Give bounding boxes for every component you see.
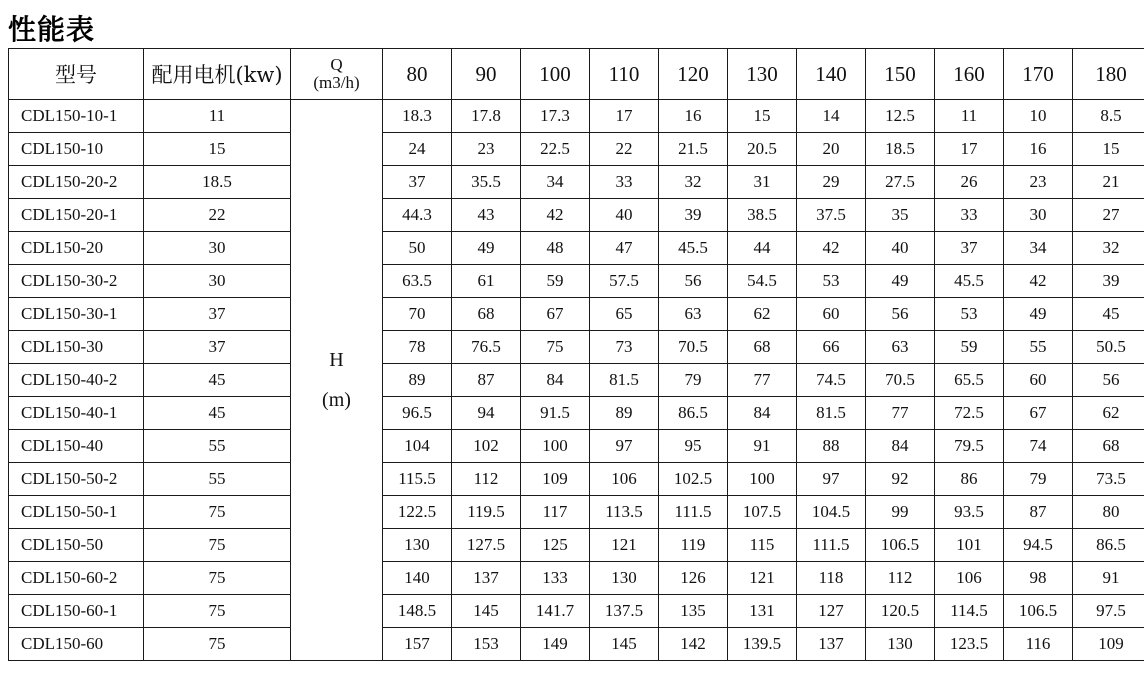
head-value-cell: 86.5	[1073, 529, 1144, 562]
head-value-cell: 48	[521, 232, 590, 265]
head-value-cell: 38.5	[728, 199, 797, 232]
head-value-cell: 32	[659, 166, 728, 199]
head-value-cell: 74	[1004, 430, 1073, 463]
power-cell: 45	[144, 364, 291, 397]
head-value-cell: 130	[383, 529, 452, 562]
power-cell: 37	[144, 331, 291, 364]
head-value-cell: 91	[1073, 562, 1144, 595]
head-value-cell: 112	[452, 463, 521, 496]
head-value-cell: 63	[659, 298, 728, 331]
head-value-cell: 75	[521, 331, 590, 364]
head-value-cell: 91	[728, 430, 797, 463]
head-value-cell: 37	[935, 232, 1004, 265]
power-cell: 30	[144, 232, 291, 265]
head-value-cell: 17.8	[452, 100, 521, 133]
head-value-cell: 34	[1004, 232, 1073, 265]
head-value-cell: 63.5	[383, 265, 452, 298]
head-value-cell: 14	[797, 100, 866, 133]
head-value-cell: 119	[659, 529, 728, 562]
head-value-cell: 79	[1004, 463, 1073, 496]
head-value-cell: 102.5	[659, 463, 728, 496]
head-value-cell: 87	[452, 364, 521, 397]
model-cell: CDL150-40-1	[9, 397, 144, 430]
head-value-cell: 27	[1073, 199, 1144, 232]
head-value-cell: 70	[383, 298, 452, 331]
head-value-cell: 102	[452, 430, 521, 463]
head-label-cell	[291, 100, 383, 661]
head-unit: (m)	[322, 389, 351, 411]
head-value-cell: 40	[590, 199, 659, 232]
head-value-cell: 92	[866, 463, 935, 496]
head-value-cell: 149	[521, 628, 590, 661]
head-value-cell: 106	[590, 463, 659, 496]
head-value-cell: 121	[590, 529, 659, 562]
head-value-cell: 140	[383, 562, 452, 595]
head-value-cell: 97.5	[1073, 595, 1144, 628]
head-value-cell: 45.5	[935, 265, 1004, 298]
head-value-cell: 54.5	[728, 265, 797, 298]
head-value-cell: 104	[383, 430, 452, 463]
head-value-cell: 23	[1004, 166, 1073, 199]
head-value-cell: 16	[659, 100, 728, 133]
head-value-cell: 78	[383, 331, 452, 364]
head-value-cell: 68	[452, 298, 521, 331]
performance-table	[8, 48, 1144, 661]
head-value-cell: 56	[866, 298, 935, 331]
power-cell: 37	[144, 298, 291, 331]
power-cell: 55	[144, 463, 291, 496]
head-value-cell: 18.5	[866, 133, 935, 166]
head-value-cell: 20	[797, 133, 866, 166]
head-value-cell: 100	[521, 430, 590, 463]
head-value-cell: 67	[1004, 397, 1073, 430]
head-value-cell: 32	[1073, 232, 1144, 265]
table-row	[9, 397, 1144, 430]
head-value-cell: 109	[1073, 628, 1144, 661]
head-value-cell: 145	[590, 628, 659, 661]
head-value-cell: 74.5	[797, 364, 866, 397]
head-value-cell: 42	[521, 199, 590, 232]
head-value-cell: 49	[1004, 298, 1073, 331]
head-value-cell: 119.5	[452, 496, 521, 529]
head-value-cell: 127	[797, 595, 866, 628]
head-value-cell: 112	[866, 562, 935, 595]
head-value-cell: 106.5	[1004, 595, 1073, 628]
head-value-cell: 68	[728, 331, 797, 364]
head-value-cell: 12.5	[866, 100, 935, 133]
head-value-cell: 118	[797, 562, 866, 595]
model-column-header: 型号	[9, 49, 144, 100]
flow-value-header: 150	[866, 49, 935, 100]
head-value-cell: 81.5	[797, 397, 866, 430]
table-row	[9, 595, 1144, 628]
flow-value-header: 80	[383, 49, 452, 100]
head-value-cell: 81.5	[590, 364, 659, 397]
head-value-cell: 126	[659, 562, 728, 595]
head-value-cell: 68	[1073, 430, 1144, 463]
head-value-cell: 50.5	[1073, 331, 1144, 364]
head-value-cell: 49	[866, 265, 935, 298]
head-value-cell: 42	[1004, 265, 1073, 298]
head-value-cell: 84	[728, 397, 797, 430]
table-row	[9, 430, 1144, 463]
head-value-cell: 133	[521, 562, 590, 595]
head-value-cell: 107.5	[728, 496, 797, 529]
table-row	[9, 100, 1144, 133]
head-value-cell: 121	[728, 562, 797, 595]
table-row	[9, 496, 1144, 529]
model-cell: CDL150-20-2	[9, 166, 144, 199]
model-cell: CDL150-10	[9, 133, 144, 166]
head-value-cell: 106.5	[866, 529, 935, 562]
head-value-cell: 99	[866, 496, 935, 529]
head-value-cell: 77	[866, 397, 935, 430]
head-value-cell: 65	[590, 298, 659, 331]
head-value-cell: 95	[659, 430, 728, 463]
head-value-cell: 115.5	[383, 463, 452, 496]
model-cell: CDL150-40	[9, 430, 144, 463]
head-value-cell: 60	[1004, 364, 1073, 397]
head-value-cell: 57.5	[590, 265, 659, 298]
head-value-cell: 45.5	[659, 232, 728, 265]
head-value-cell: 89	[590, 397, 659, 430]
head-value-cell: 39	[659, 199, 728, 232]
head-value-cell: 109	[521, 463, 590, 496]
head-value-cell: 17	[590, 100, 659, 133]
model-cell: CDL150-60-2	[9, 562, 144, 595]
head-value-cell: 94.5	[1004, 529, 1073, 562]
model-cell: CDL150-40-2	[9, 364, 144, 397]
head-value-cell: 49	[452, 232, 521, 265]
head-value-cell: 56	[659, 265, 728, 298]
head-value-cell: 86.5	[659, 397, 728, 430]
head-value-cell: 21	[1073, 166, 1144, 199]
head-value-cell: 35.5	[452, 166, 521, 199]
head-value-cell: 43	[452, 199, 521, 232]
table-row	[9, 331, 1144, 364]
power-cell: 30	[144, 265, 291, 298]
head-value-cell: 59	[521, 265, 590, 298]
head-value-cell: 111.5	[659, 496, 728, 529]
head-value-cell: 125	[521, 529, 590, 562]
head-value-cell: 33	[590, 166, 659, 199]
head-value-cell: 73	[590, 331, 659, 364]
flow-value-header: 120	[659, 49, 728, 100]
head-value-cell: 55	[1004, 331, 1073, 364]
head-value-cell: 145	[452, 595, 521, 628]
head-value-cell: 34	[521, 166, 590, 199]
head-value-cell: 53	[935, 298, 1004, 331]
table-row	[9, 463, 1144, 496]
head-value-cell: 66	[797, 331, 866, 364]
head-value-cell: 79	[659, 364, 728, 397]
head-value-cell: 123.5	[935, 628, 1004, 661]
head-value-cell: 97	[797, 463, 866, 496]
head-value-cell: 88	[797, 430, 866, 463]
model-cell: CDL150-20-1	[9, 199, 144, 232]
head-value-cell: 17	[935, 133, 1004, 166]
table-row	[9, 562, 1144, 595]
head-value-cell: 101	[935, 529, 1004, 562]
head-value-cell: 127.5	[452, 529, 521, 562]
head-value-cell: 135	[659, 595, 728, 628]
head-value-cell: 137	[797, 628, 866, 661]
head-value-cell: 42	[797, 232, 866, 265]
head-value-cell: 50	[383, 232, 452, 265]
model-cell: CDL150-60-1	[9, 595, 144, 628]
table-row	[9, 166, 1144, 199]
flow-value-header: 180	[1073, 49, 1144, 100]
power-cell: 75	[144, 595, 291, 628]
model-cell: CDL150-50-1	[9, 496, 144, 529]
head-value-cell: 8.5	[1073, 100, 1144, 133]
head-value-cell: 47	[590, 232, 659, 265]
page-title: 性能表	[8, 13, 96, 46]
head-symbol: H	[329, 349, 344, 371]
power-cell: 55	[144, 430, 291, 463]
head-value-cell: 40	[866, 232, 935, 265]
model-cell: CDL150-50	[9, 529, 144, 562]
head-value-cell: 94	[452, 397, 521, 430]
head-value-cell: 17.3	[521, 100, 590, 133]
head-value-cell: 10	[1004, 100, 1073, 133]
head-value-cell: 37.5	[797, 199, 866, 232]
head-value-cell: 44.3	[383, 199, 452, 232]
head-value-cell: 120.5	[866, 595, 935, 628]
head-value-cell: 26	[935, 166, 1004, 199]
head-value-cell: 97	[590, 430, 659, 463]
head-value-cell: 106	[935, 562, 1004, 595]
head-value-cell: 84	[866, 430, 935, 463]
head-value-cell: 111.5	[797, 529, 866, 562]
head-value-cell: 137	[452, 562, 521, 595]
head-value-cell: 139.5	[728, 628, 797, 661]
flow-value-header: 170	[1004, 49, 1073, 100]
head-value-cell: 86	[935, 463, 1004, 496]
head-value-cell: 62	[728, 298, 797, 331]
head-value-cell: 142	[659, 628, 728, 661]
head-value-cell: 63	[866, 331, 935, 364]
power-cell: 22	[144, 199, 291, 232]
power-cell: 75	[144, 562, 291, 595]
head-value-cell: 122.5	[383, 496, 452, 529]
table-row	[9, 364, 1144, 397]
header-row	[9, 49, 1144, 100]
power-cell: 75	[144, 496, 291, 529]
power-column-header: 配用电机(kw)	[144, 49, 291, 100]
head-value-cell: 117	[521, 496, 590, 529]
head-value-cell: 89	[383, 364, 452, 397]
table-body	[9, 100, 1144, 661]
head-value-cell: 131	[728, 595, 797, 628]
head-value-cell: 113.5	[590, 496, 659, 529]
head-value-cell: 96.5	[383, 397, 452, 430]
head-value-cell: 148.5	[383, 595, 452, 628]
model-cell: CDL150-60	[9, 628, 144, 661]
head-value-cell: 73.5	[1073, 463, 1144, 496]
head-value-cell: 45	[1073, 298, 1144, 331]
model-cell: CDL150-50-2	[9, 463, 144, 496]
head-value-cell: 61	[452, 265, 521, 298]
head-value-cell: 79.5	[935, 430, 1004, 463]
power-cell: 45	[144, 397, 291, 430]
flow-value-header: 90	[452, 49, 521, 100]
power-cell: 75	[144, 628, 291, 661]
head-value-cell: 67	[521, 298, 590, 331]
head-value-cell: 21.5	[659, 133, 728, 166]
head-value-cell: 91.5	[521, 397, 590, 430]
flow-value-header: 130	[728, 49, 797, 100]
head-value-cell: 70.5	[659, 331, 728, 364]
head-value-cell: 65.5	[935, 364, 1004, 397]
power-cell: 11	[144, 100, 291, 133]
head-value-cell: 22	[590, 133, 659, 166]
head-value-cell: 23	[452, 133, 521, 166]
head-value-cell: 115	[728, 529, 797, 562]
model-cell: CDL150-20	[9, 232, 144, 265]
model-cell: CDL150-10-1	[9, 100, 144, 133]
flow-column-header	[291, 49, 383, 100]
flow-value-header: 100	[521, 49, 590, 100]
model-cell: CDL150-30	[9, 331, 144, 364]
table-row	[9, 298, 1144, 331]
head-value-cell: 16	[1004, 133, 1073, 166]
head-value-cell: 15	[1073, 133, 1144, 166]
table-row	[9, 199, 1144, 232]
table-row	[9, 133, 1144, 166]
flow-symbol: Q	[330, 55, 343, 74]
head-value-cell: 11	[935, 100, 1004, 133]
head-value-cell: 98	[1004, 562, 1073, 595]
table-row	[9, 265, 1144, 298]
flow-value-header: 160	[935, 49, 1004, 100]
head-value-cell: 35	[866, 199, 935, 232]
table-row	[9, 232, 1144, 265]
head-value-cell: 60	[797, 298, 866, 331]
power-cell: 18.5	[144, 166, 291, 199]
head-value-cell: 104.5	[797, 496, 866, 529]
head-value-cell: 77	[728, 364, 797, 397]
head-value-cell: 157	[383, 628, 452, 661]
head-value-cell: 93.5	[935, 496, 1004, 529]
table-row	[9, 628, 1144, 661]
head-value-cell: 80	[1073, 496, 1144, 529]
flow-value-header: 140	[797, 49, 866, 100]
head-value-cell: 137.5	[590, 595, 659, 628]
head-value-cell: 24	[383, 133, 452, 166]
head-value-cell: 33	[935, 199, 1004, 232]
head-value-cell: 141.7	[521, 595, 590, 628]
flow-value-header: 110	[590, 49, 659, 100]
head-value-cell: 114.5	[935, 595, 1004, 628]
head-value-cell: 37	[383, 166, 452, 199]
table-row	[9, 529, 1144, 562]
model-cell: CDL150-30-2	[9, 265, 144, 298]
head-value-cell: 70.5	[866, 364, 935, 397]
head-value-cell: 76.5	[452, 331, 521, 364]
head-value-cell: 84	[521, 364, 590, 397]
head-value-cell: 53	[797, 265, 866, 298]
head-value-cell: 15	[728, 100, 797, 133]
head-value-cell: 87	[1004, 496, 1073, 529]
head-value-cell: 130	[866, 628, 935, 661]
head-value-cell: 44	[728, 232, 797, 265]
head-value-cell: 59	[935, 331, 1004, 364]
head-value-cell: 22.5	[521, 133, 590, 166]
head-value-cell: 116	[1004, 628, 1073, 661]
head-value-cell: 30	[1004, 199, 1073, 232]
head-value-cell: 27.5	[866, 166, 935, 199]
head-value-cell: 20.5	[728, 133, 797, 166]
head-value-cell: 130	[590, 562, 659, 595]
head-value-cell: 72.5	[935, 397, 1004, 430]
head-value-cell: 56	[1073, 364, 1144, 397]
head-value-cell: 153	[452, 628, 521, 661]
power-cell: 15	[144, 133, 291, 166]
head-value-cell: 31	[728, 166, 797, 199]
power-cell: 75	[144, 529, 291, 562]
head-value-cell: 29	[797, 166, 866, 199]
head-value-cell: 18.3	[383, 100, 452, 133]
head-value-cell: 100	[728, 463, 797, 496]
flow-unit: (m3/h)	[313, 73, 360, 92]
model-cell: CDL150-30-1	[9, 298, 144, 331]
head-value-cell: 39	[1073, 265, 1144, 298]
head-value-cell: 62	[1073, 397, 1144, 430]
